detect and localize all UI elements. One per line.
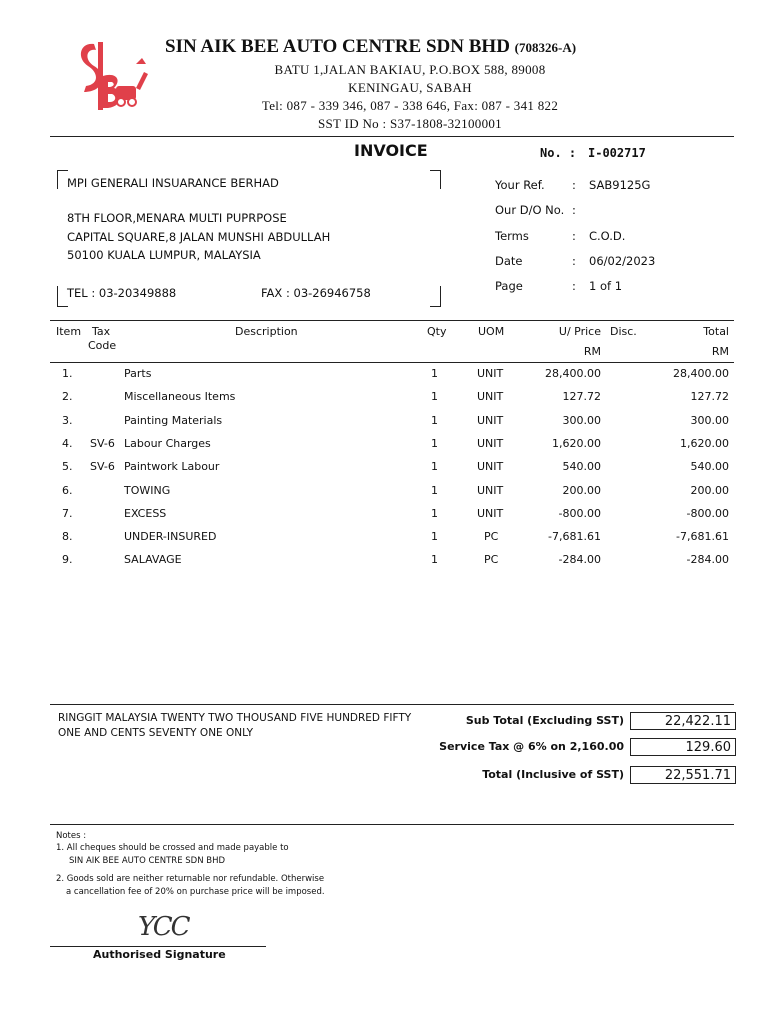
col-header-tax: Tax — [92, 325, 111, 338]
ref-your-ref: SAB9125G — [589, 178, 651, 192]
company-address-1: BATU 1,JALAN BAKIAU, P.O.BOX 588, 89008 — [274, 62, 546, 77]
notes-divider — [50, 824, 734, 825]
row-desc: UNDER-INSURED — [124, 530, 217, 543]
company-name-line — [165, 36, 576, 58]
customer-fax — [261, 286, 371, 300]
service-tax-label: Service Tax @ 6% on 2,160.00 — [439, 740, 624, 753]
row-item: 5. — [62, 460, 73, 473]
row-item: 4. — [62, 437, 73, 450]
row-total: -284.00 — [686, 553, 729, 566]
row-desc: Painting Materials — [124, 414, 223, 427]
col-header-qty: Qty — [427, 325, 447, 338]
company-sst-id: SST ID No : S37-1808-32100001 — [318, 116, 502, 131]
row-qty: 1 — [431, 460, 438, 473]
subtotal-value: 22,422.11 — [630, 712, 736, 730]
row-desc: SALAVAGE — [124, 553, 182, 566]
row-uom: UNIT — [477, 414, 504, 427]
row-uom: UNIT — [477, 437, 504, 450]
signature-label: Authorised Signature — [93, 948, 226, 961]
row-qty: 1 — [431, 484, 438, 497]
table-top-divider — [50, 320, 734, 321]
amount-words-2: ONE AND CENTS SEVENTY ONE ONLY — [58, 727, 254, 739]
summary-top-divider — [50, 704, 734, 705]
row-qty: 1 — [431, 553, 438, 566]
signature-line — [50, 946, 266, 947]
ref-date: 06/02/2023 — [589, 254, 656, 268]
customer-tel — [67, 286, 176, 300]
row-qty: 1 — [431, 367, 438, 380]
row-item: 2. — [62, 390, 73, 403]
ref-colon: : — [572, 279, 576, 293]
signature-mark: YCC — [138, 912, 189, 942]
row-desc: TOWING — [124, 484, 171, 497]
row-uom: PC — [484, 553, 499, 566]
note-1a: 1. All cheques should be crossed and made payable to — [56, 843, 289, 853]
row-desc: Miscellaneous Items — [124, 390, 236, 403]
ref-label: Terms — [495, 229, 529, 243]
ref-label: Page — [495, 279, 523, 293]
row-uom: UNIT — [477, 390, 504, 403]
ref-label: Our D/O No. — [495, 203, 565, 217]
row-uom: UNIT — [477, 367, 504, 380]
row-price: 127.72 — [562, 390, 601, 403]
row-desc: Labour Charges — [124, 437, 211, 450]
col-header-uom: UOM — [478, 325, 505, 338]
company-reg-no: (708326-A) — [514, 40, 577, 55]
customer-fax-label: FAX : — [261, 286, 290, 300]
row-item: 3. — [62, 414, 73, 427]
customer-name: MPI GENERALI INSUARANCE BERHAD — [67, 176, 279, 190]
row-price: -7,681.61 — [548, 530, 601, 543]
row-qty: 1 — [431, 507, 438, 520]
row-total: 300.00 — [690, 414, 729, 427]
row-total: 200.00 — [690, 484, 729, 497]
row-qty: 1 — [431, 414, 438, 427]
header-divider — [50, 136, 734, 137]
row-price: 1,620.00 — [552, 437, 601, 450]
amount-words-1: RINGGIT MALAYSIA TWENTY TWO THOUSAND FIVE HUNDRED FIFTY — [58, 712, 412, 724]
company-logo — [72, 36, 152, 116]
company-contact: Tel: 087 - 339 346, 087 - 338 646, Fax: 087 - 341 822 — [261, 98, 559, 113]
row-tax: SV-6 — [90, 460, 115, 473]
table-header-divider — [50, 362, 734, 363]
customer-address-3: 50100 KUALA LUMPUR, MALAYSIA — [67, 248, 261, 262]
col-header-disc: Disc. — [610, 325, 637, 338]
ref-terms: C.O.D. — [589, 229, 626, 243]
ref-colon: : — [572, 203, 576, 217]
ref-label: Date — [495, 254, 523, 268]
ref-colon: : — [572, 254, 576, 268]
row-item: 1. — [62, 367, 73, 380]
note-2a: 2. Goods sold are neither returnable nor refundable. Otherwise — [56, 874, 325, 884]
note-1b: SIN AIK BEE AUTO CENTRE SDN BHD — [69, 856, 226, 866]
row-price: 28,400.00 — [545, 367, 601, 380]
ref-colon: : — [572, 178, 576, 192]
row-uom: UNIT — [477, 460, 504, 473]
grand-total-value: 22,551.71 — [630, 766, 736, 784]
invoice-no-label: No. : — [540, 146, 577, 160]
row-uom: PC — [484, 530, 499, 543]
row-uom: UNIT — [477, 507, 504, 520]
invoice-title: INVOICE — [354, 141, 428, 160]
notes-title: Notes : — [56, 831, 87, 841]
ref-label: Your Ref. — [495, 178, 545, 192]
col-header-total: Total — [703, 325, 729, 338]
row-total: 540.00 — [690, 460, 729, 473]
company-name: SIN AIK BEE AUTO CENTRE SDN BHD — [165, 36, 510, 57]
row-total: 1,620.00 — [680, 437, 729, 450]
row-price: -800.00 — [558, 507, 601, 520]
row-total: -800.00 — [686, 507, 729, 520]
row-qty: 1 — [431, 437, 438, 450]
row-item: 7. — [62, 507, 73, 520]
row-tax: SV-6 — [90, 437, 115, 450]
ref-colon: : — [572, 229, 576, 243]
customer-tel-label: TEL : — [67, 286, 96, 300]
row-total: 28,400.00 — [673, 367, 729, 380]
customer-address-1: 8TH FLOOR,MENARA MULTI PUPRPOSE — [67, 211, 287, 225]
company-address-2: KENINGAU, SABAH — [348, 80, 472, 95]
col-header-item: Item — [56, 325, 82, 338]
row-price: 300.00 — [562, 414, 601, 427]
grand-total-label: Total (Inclusive of SST) — [482, 768, 624, 781]
note-2b: a cancellation fee of 20% on purchase price will be imposed. — [66, 887, 325, 897]
row-desc: Paintwork Labour — [124, 460, 220, 473]
bracket-top-right — [430, 170, 441, 189]
service-tax-value: 129.60 — [630, 738, 736, 756]
row-price: 540.00 — [562, 460, 601, 473]
col-header-description: Description — [235, 325, 298, 338]
ref-page: 1 of 1 — [589, 279, 623, 293]
invoice-no-value: I-002717 — [588, 146, 646, 160]
row-item: 8. — [62, 530, 73, 543]
row-desc: EXCESS — [124, 507, 167, 520]
col-header-price: U/ Price — [558, 325, 601, 338]
row-price: -284.00 — [558, 553, 601, 566]
col-header-price-unit: RM — [583, 345, 601, 358]
customer-fax-value: 03-26946758 — [293, 286, 371, 300]
row-qty: 1 — [431, 390, 438, 403]
col-header-total-unit: RM — [711, 345, 729, 358]
col-header-code: Code — [88, 339, 117, 352]
row-total: 127.72 — [690, 390, 729, 403]
row-uom: UNIT — [477, 484, 504, 497]
row-item: 6. — [62, 484, 73, 497]
row-qty: 1 — [431, 530, 438, 543]
customer-tel-value: 03-20349888 — [98, 286, 177, 300]
row-total: -7,681.61 — [676, 530, 729, 543]
bracket-bottom-right — [430, 286, 441, 307]
row-item: 9. — [62, 553, 73, 566]
row-desc: Parts — [124, 367, 152, 380]
customer-address-2: CAPITAL SQUARE,8 JALAN MUNSHI ABDULLAH — [67, 230, 331, 244]
subtotal-label: Sub Total (Excluding SST) — [465, 714, 624, 727]
row-price: 200.00 — [562, 484, 601, 497]
